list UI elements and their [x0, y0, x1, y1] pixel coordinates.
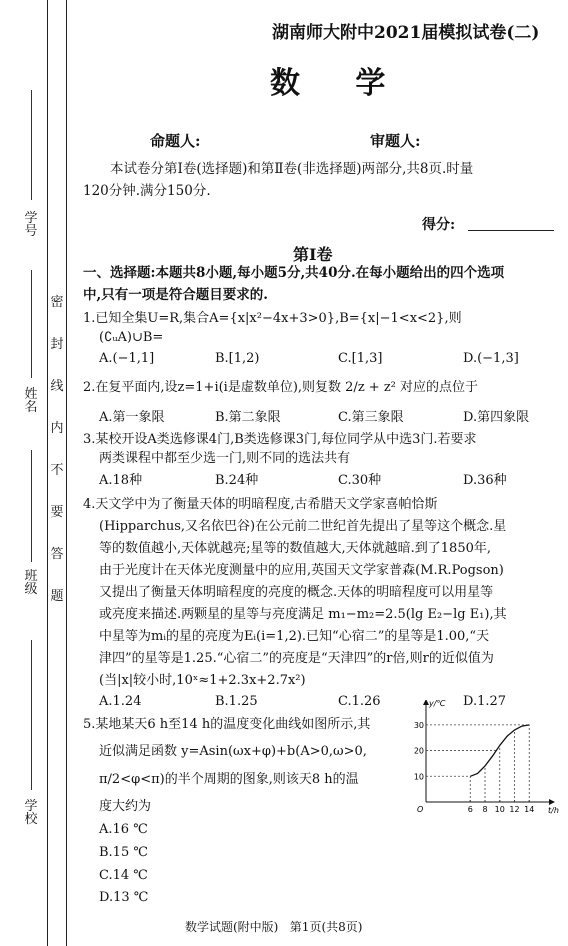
- q2-stem: 2.在复平面内,设z=1+i(i是虚数单位),则复数 2/z + z² 对应的点位于: [83, 380, 479, 395]
- school-blank[interactable]: [31, 640, 32, 790]
- binding-line-inner: [66, 0, 67, 946]
- seal-warning-text: 密封线内不要答题: [50, 295, 64, 604]
- intro-line-2: 120分钟.满分150分.: [83, 183, 211, 199]
- q2-option-d[interactable]: D.第四象限: [463, 410, 530, 425]
- q2-option-c[interactable]: C.第三象限: [338, 410, 404, 425]
- q4-option-b[interactable]: B.1.25: [215, 694, 258, 709]
- instructions-line-2: 中,只有一项是符合题目要求的.: [83, 287, 268, 303]
- page-footer: 数学试题(附中版) 第1页(共8页): [185, 920, 363, 934]
- x-axis-label: t/h: [548, 806, 559, 815]
- student-id-blank[interactable]: [31, 90, 32, 200]
- x-tick-label-10: 10: [494, 805, 505, 814]
- temperature-chart: [412, 700, 562, 820]
- score-blank[interactable]: [468, 230, 554, 231]
- q1-option-b[interactable]: B.[1,2): [215, 351, 260, 366]
- x-tick-label-8: 8: [482, 805, 488, 814]
- q1-option-a[interactable]: A.(−1,1]: [99, 351, 155, 366]
- q1-stem-1: 1.已知全集U=R,集合A={x|x²−4x+3>0},B={x|−1<x<2},则: [83, 311, 462, 326]
- y-tick-label-10: 10: [413, 772, 424, 782]
- q1-stem-2: (∁ᵤA)∪B=: [99, 330, 164, 345]
- x-tick-label-6: 6: [467, 805, 473, 814]
- instructions-line-1: 一、选择题:本题共8小题,每小题5分,共40分.在每小题给出的四个选项: [83, 265, 505, 281]
- q5-stem-4: 度大约为: [99, 799, 152, 814]
- score-label: 得分:: [422, 217, 456, 233]
- q5-option-b[interactable]: B.15 ℃: [99, 845, 148, 860]
- y-tick-label-30: 30: [413, 720, 424, 730]
- class-label: 班 级: [24, 569, 38, 597]
- q3-stem-2: 两类课程中都至少选一门,则不同的选法共有: [99, 451, 351, 466]
- q5-stem-3: π/2<φ<π)的半个周期的图象,则该天8 h的温: [99, 772, 359, 787]
- q2-option-b[interactable]: B.第二象限: [215, 410, 281, 425]
- q5-option-a[interactable]: A.16 ℃: [99, 822, 148, 837]
- q5-option-c[interactable]: C.14 ℃: [99, 868, 148, 883]
- student-id-label: 学 号: [24, 211, 38, 239]
- q4-stem-3: 等的数值越小,天体就越亮;星等的数值越大,天体就越暗.到了1850年,: [99, 541, 491, 556]
- q4-stem-1: 4.天文学中为了衡量天体的明暗程度,古希腊天文学家喜帕恰斯: [83, 497, 438, 512]
- q4-stem-2: (Hipparchus,又名依巴谷)在公元前二世纪首先提出了星等这个概念.星: [99, 519, 507, 534]
- name-blank[interactable]: [31, 270, 32, 378]
- q1-option-c[interactable]: C.[1,3]: [338, 351, 383, 366]
- q4-stem-8: 津四”的星等是1.25.“心宿二”的亮度是“天津四”的r倍,则r的近似值为: [99, 651, 494, 666]
- q3-option-d[interactable]: D.36种: [463, 473, 507, 488]
- section-title: 第Ⅰ卷: [293, 245, 333, 264]
- setter-label: 命题人:: [150, 132, 201, 150]
- name-label: 姓 名: [24, 387, 38, 415]
- school-title: 湖南师大附中2021届模拟试卷(二): [272, 23, 540, 43]
- school-label: 学 校: [24, 799, 38, 827]
- class-blank[interactable]: [31, 450, 32, 562]
- x-tick-label-14: 14: [524, 805, 535, 814]
- subject-title: 数 学: [270, 66, 392, 101]
- q4-option-d[interactable]: D.1.27: [463, 694, 507, 709]
- q3-stem-1: 3.某校开设A类选修课4门,B类选修课3门,每位同学从中选3门.若要求: [83, 432, 477, 447]
- y-tick-label-20: 20: [413, 746, 424, 756]
- q5-stem-2: 近似满足函数 y=Asin(ωx+φ)+b(A>0,ω>0,: [99, 744, 367, 759]
- q5-option-d[interactable]: D.13 ℃: [99, 890, 149, 905]
- q4-stem-4: 由于光度计在天体光度测量中的应用,英国天文学家普森(M.R.Pogson): [99, 563, 504, 578]
- q4-stem-6: 或亮度来描述.两颗星的星等与亮度满足 m₁−m₂=2.5(lg E₂−lg E₁),其: [99, 607, 507, 622]
- q4-stem-7: 中星等为mᵢ的星的亮度为Eᵢ(i=1,2).已知“心宿二”的星等是1.00,“天: [99, 629, 490, 644]
- reviewer-label: 审题人:: [370, 132, 421, 150]
- q4-option-a[interactable]: A.1.24: [99, 694, 142, 709]
- binding-line-outer: [47, 0, 48, 946]
- origin-label: O: [417, 805, 424, 814]
- y-axis-label: y/℃: [429, 700, 446, 708]
- q1-option-d[interactable]: D.(−1,3]: [463, 351, 519, 366]
- q5-stem-1: 5.某地某天6 h至14 h的温度变化曲线如图所示,其: [83, 717, 371, 732]
- q3-option-b[interactable]: B.24种: [215, 473, 259, 488]
- intro-line-1: 本试卷分第Ⅰ卷(选择题)和第Ⅱ卷(非选择题)两部分,共8页.时量: [110, 161, 474, 177]
- q4-stem-5: 又提出了衡量天体明暗程度的亮度的概念.天体的明暗程度可以用星等: [99, 585, 494, 600]
- x-tick-label-12: 12: [509, 805, 520, 814]
- q2-option-a[interactable]: A.第一象限: [99, 410, 165, 425]
- q4-option-c[interactable]: C.1.26: [338, 694, 381, 709]
- q4-stem-9: (当|x|较小时,10ˣ≈1+2.3x+2.7x²): [99, 673, 306, 688]
- q3-option-c[interactable]: C.30种: [338, 473, 382, 488]
- q3-option-a[interactable]: A.18种: [99, 473, 143, 488]
